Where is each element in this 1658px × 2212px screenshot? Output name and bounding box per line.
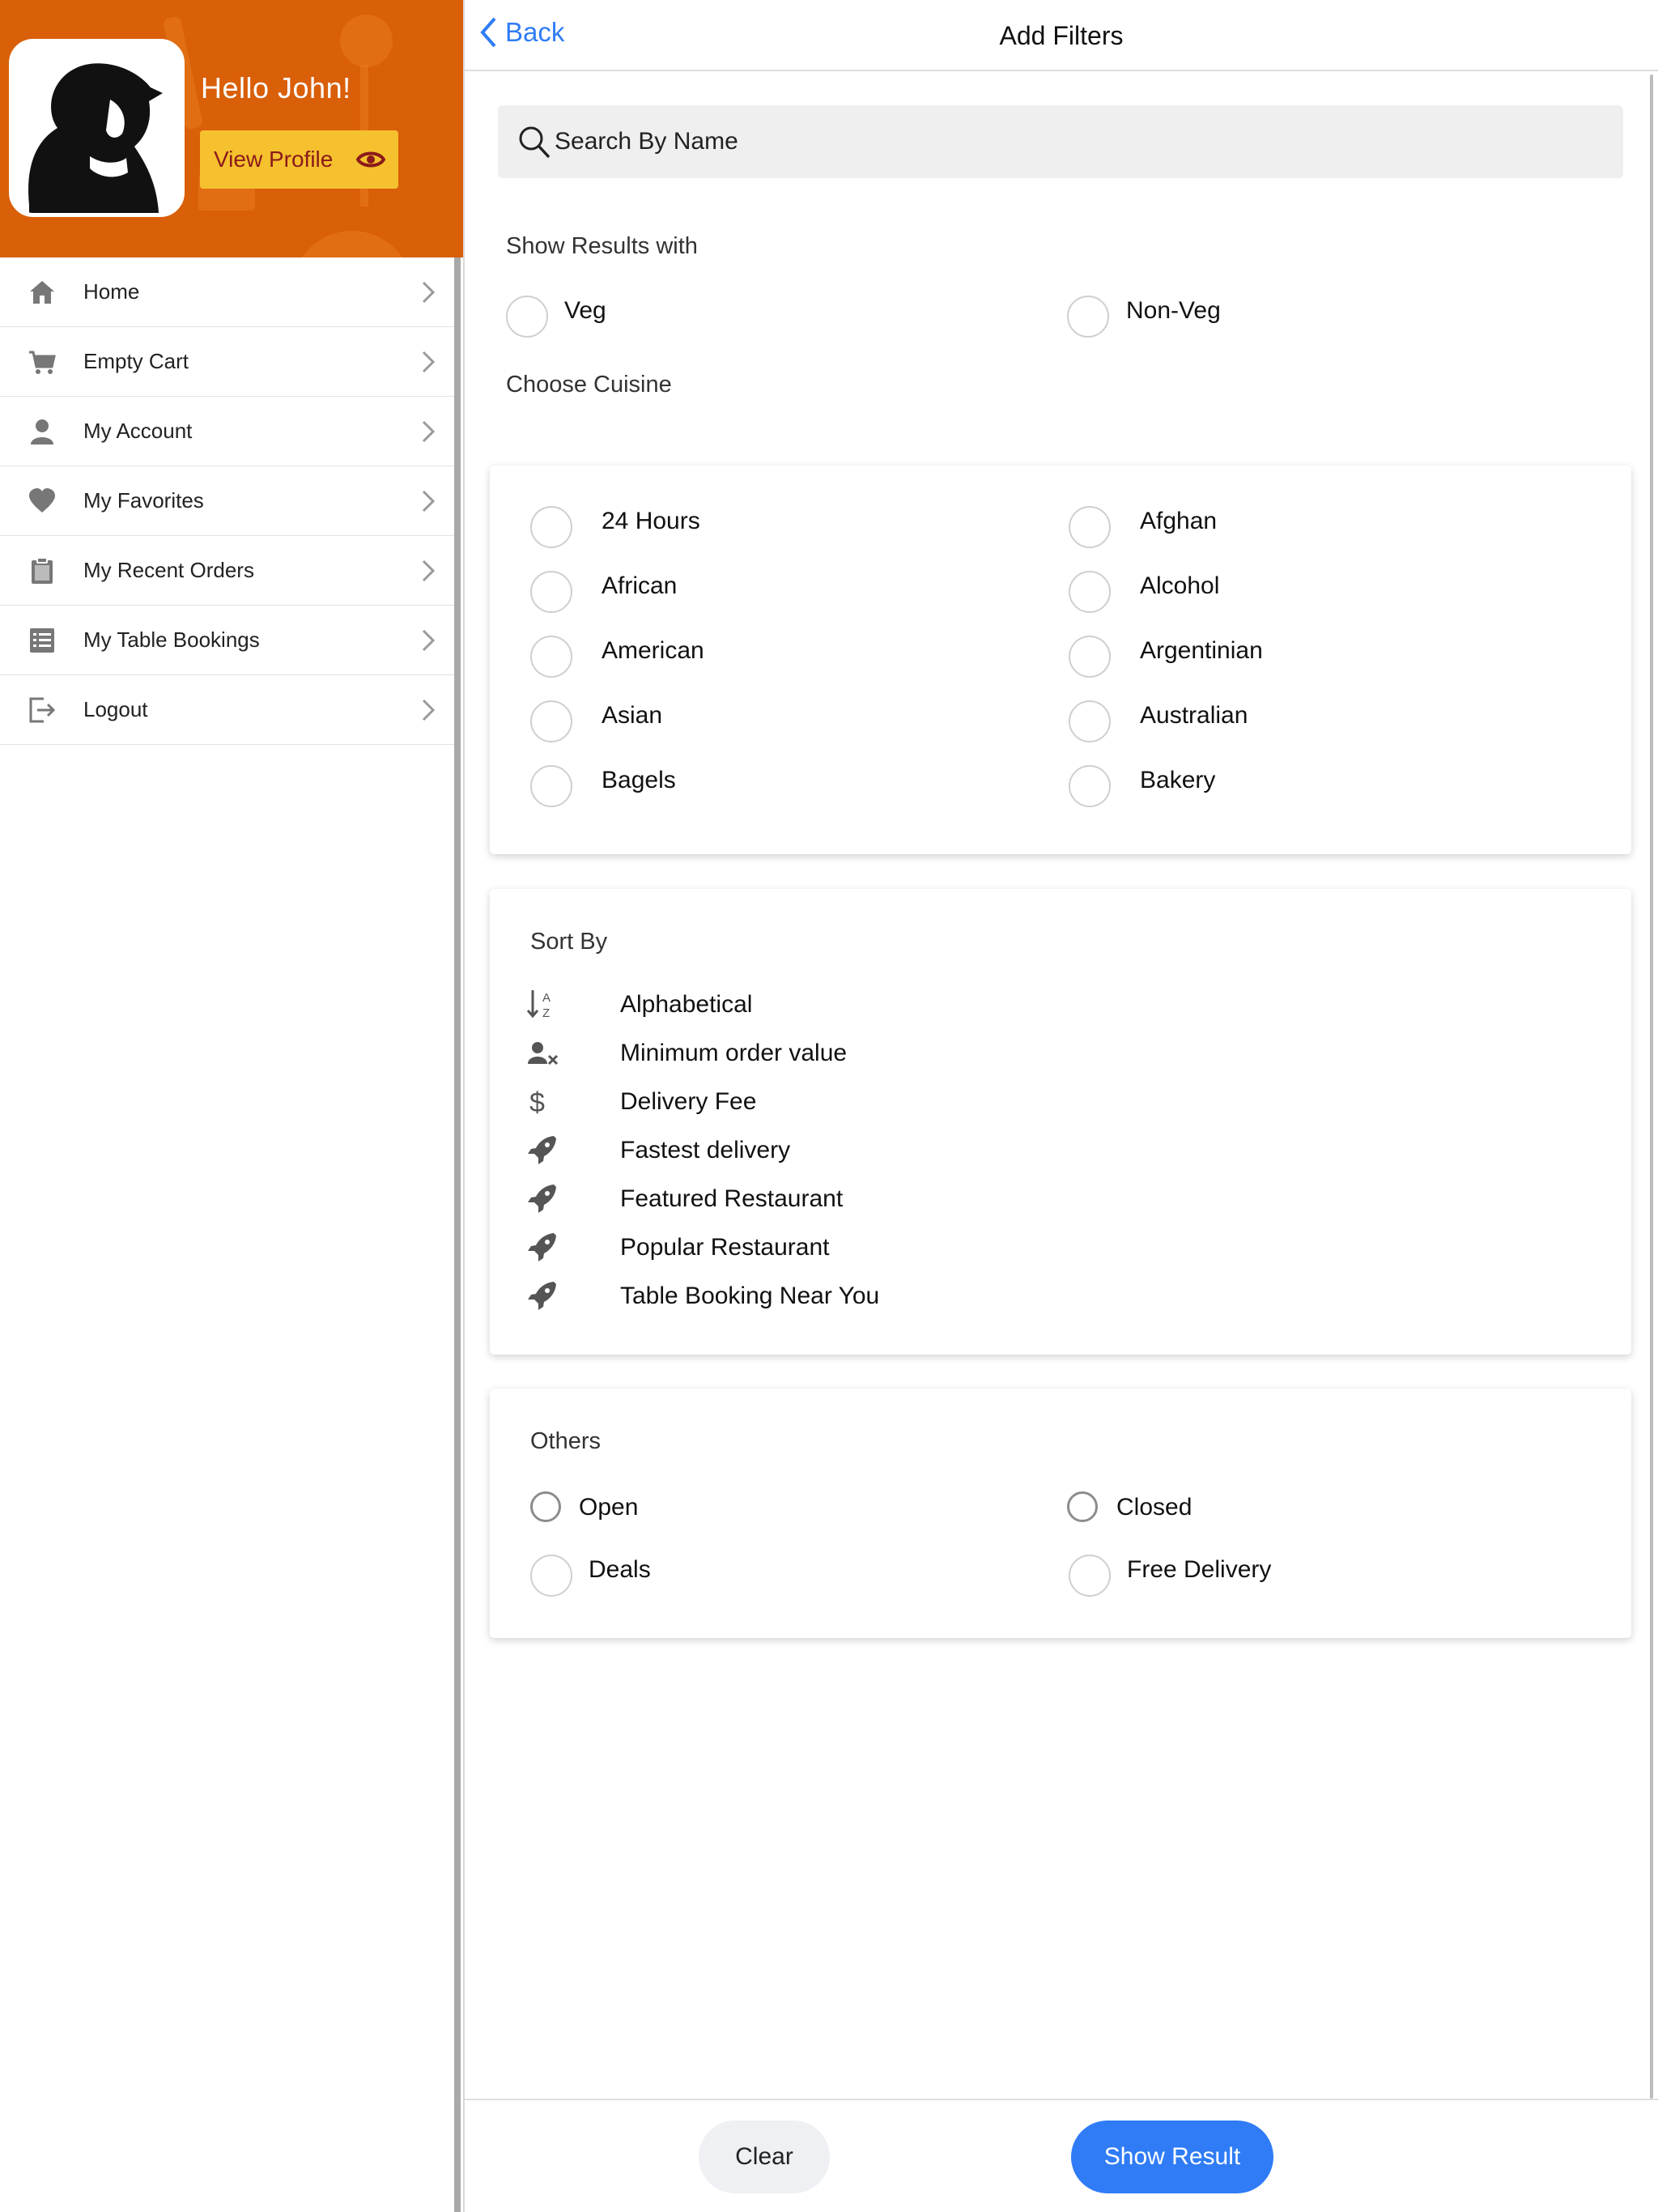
search-input[interactable] — [555, 121, 1364, 162]
search-icon — [518, 125, 551, 160]
sidebar-item-label: Logout — [83, 697, 148, 721]
heart-icon — [28, 487, 57, 516]
chevron-right-icon — [421, 419, 436, 444]
veg-radio[interactable] — [506, 296, 548, 338]
cuisine-label: Asian — [602, 702, 663, 729]
rocket-icon — [526, 1231, 560, 1263]
sidebar-item-home[interactable] — [0, 257, 458, 327]
sidebar-header — [0, 0, 463, 257]
chevron-right-icon — [421, 280, 436, 304]
svg-text:A: A — [542, 991, 551, 1005]
chevron-right-icon — [421, 559, 436, 583]
sidebar-item-my-account[interactable] — [0, 397, 458, 466]
cuisine-label: Afghan — [1140, 508, 1218, 534]
non-veg-label: Non-Veg — [1126, 297, 1221, 324]
rocket-icon — [526, 1279, 560, 1312]
choose-cuisine-label: Choose Cuisine — [506, 372, 672, 398]
sort-alpha-icon — [526, 988, 560, 1020]
cuisine-label: American — [602, 637, 704, 664]
page-title: Add Filters — [999, 21, 1124, 50]
sidebar-item-label: My Account — [83, 419, 193, 443]
sidebar-item-label: My Table Bookings — [83, 627, 260, 652]
cuisine-radio-24-hours[interactable] — [530, 506, 572, 548]
navigation-bar — [465, 0, 1658, 71]
chevron-right-icon — [421, 489, 436, 513]
sort-option-popular-restaurant[interactable]: Popular Restaurant — [620, 1234, 830, 1261]
cuisine-label: 24 Hours — [602, 508, 700, 534]
show-results-label: Show Results with — [506, 233, 698, 259]
others-card — [490, 1389, 1631, 1638]
home-icon — [28, 278, 57, 307]
sort-option-fastest-delivery[interactable]: Fastest delivery — [620, 1137, 791, 1163]
open-radio[interactable] — [530, 1491, 561, 1522]
sidebar-item-label: My Recent Orders — [83, 558, 254, 582]
deals-label: Deals — [589, 1556, 651, 1583]
cuisine-label: Australian — [1140, 702, 1248, 729]
sort-option-minimum-order[interactable]: Minimum order value — [620, 1040, 848, 1066]
closed-radio[interactable] — [1067, 1491, 1098, 1522]
cuisine-label: Bagels — [602, 767, 676, 793]
back-label: Back — [505, 17, 565, 47]
svg-text:Z: Z — [542, 1006, 551, 1020]
sidebar-item-empty-cart[interactable] — [0, 327, 458, 397]
sidebar-item-my-table-bookings[interactable] — [0, 606, 458, 675]
sort-option-alphabetical[interactable]: Alphabetical — [620, 991, 753, 1018]
sidebar-item-logout[interactable] — [0, 675, 458, 745]
clipboard-icon — [28, 556, 57, 585]
cuisine-label: Argentinian — [1140, 637, 1263, 664]
panel-divider — [463, 0, 465, 2212]
header-decoration — [340, 15, 393, 67]
cuisine-radio-american[interactable] — [530, 636, 572, 678]
user-icon — [28, 417, 57, 446]
cuisine-radio-alcohol[interactable] — [1069, 571, 1111, 613]
open-label: Open — [579, 1494, 639, 1521]
cuisine-radio-afghan[interactable] — [1069, 506, 1111, 548]
show-result-button[interactable]: Show Result — [1071, 2121, 1273, 2193]
cuisine-label: African — [602, 572, 678, 599]
others-label: Others — [530, 1428, 602, 1454]
cuisine-label: Alcohol — [1140, 572, 1220, 599]
search-bar[interactable] — [498, 105, 1623, 178]
list-icon — [28, 626, 57, 655]
chevron-right-icon — [421, 628, 436, 653]
clear-button[interactable]: Clear — [699, 2121, 830, 2193]
sidebar-nav — [0, 257, 458, 745]
avatar-image — [13, 43, 181, 213]
sort-option-featured-restaurant[interactable]: Featured Restaurant — [620, 1185, 844, 1212]
chevron-right-icon — [421, 698, 436, 722]
cuisine-radio-bakery[interactable] — [1069, 765, 1111, 807]
sidebar-item-label: Empty Cart — [83, 349, 189, 373]
header-decoration — [291, 231, 413, 257]
cuisine-label: Bakery — [1140, 767, 1216, 793]
veg-label: Veg — [564, 297, 606, 324]
user-x-icon — [526, 1038, 560, 1070]
cuisine-radio-african[interactable] — [530, 571, 572, 613]
sidebar-item-my-recent-orders[interactable] — [0, 536, 458, 606]
avatar[interactable] — [9, 39, 185, 217]
rocket-icon — [526, 1182, 560, 1214]
svg-text:$: $ — [529, 1087, 545, 1117]
greeting-text: Hello John! — [201, 71, 351, 104]
sort-option-delivery-fee[interactable]: Delivery Fee — [620, 1088, 757, 1115]
bottom-action-bar — [465, 2099, 1658, 2212]
sidebar-item-label: My Favorites — [83, 488, 204, 513]
sidebar — [0, 0, 463, 2212]
view-profile-button[interactable] — [200, 130, 398, 189]
free-delivery-radio[interactable] — [1069, 1555, 1111, 1597]
closed-label: Closed — [1116, 1494, 1192, 1521]
sidebar-item-my-favorites[interactable] — [0, 466, 458, 536]
sort-by-label: Sort By — [530, 929, 608, 955]
view-profile-label: View Profile — [214, 147, 334, 172]
scrollbar[interactable] — [1650, 74, 1653, 2099]
eye-icon — [356, 148, 385, 171]
dollar-icon — [526, 1085, 560, 1117]
cuisine-radio-asian[interactable] — [530, 700, 572, 742]
cart-icon — [28, 347, 57, 376]
cuisine-radio-argentinian[interactable] — [1069, 636, 1111, 678]
free-delivery-label: Free Delivery — [1127, 1556, 1272, 1583]
cuisine-radio-bagels[interactable] — [530, 765, 572, 807]
deals-radio[interactable] — [530, 1555, 572, 1597]
non-veg-radio[interactable] — [1067, 296, 1109, 338]
logout-icon — [28, 696, 57, 725]
cuisine-radio-australian[interactable] — [1069, 700, 1111, 742]
sort-option-table-booking[interactable]: Table Booking Near You — [620, 1283, 880, 1309]
sidebar-divider — [454, 257, 461, 2212]
sidebar-item-label: Home — [83, 279, 140, 304]
chevron-right-icon — [421, 350, 436, 374]
rocket-icon — [526, 1134, 560, 1166]
